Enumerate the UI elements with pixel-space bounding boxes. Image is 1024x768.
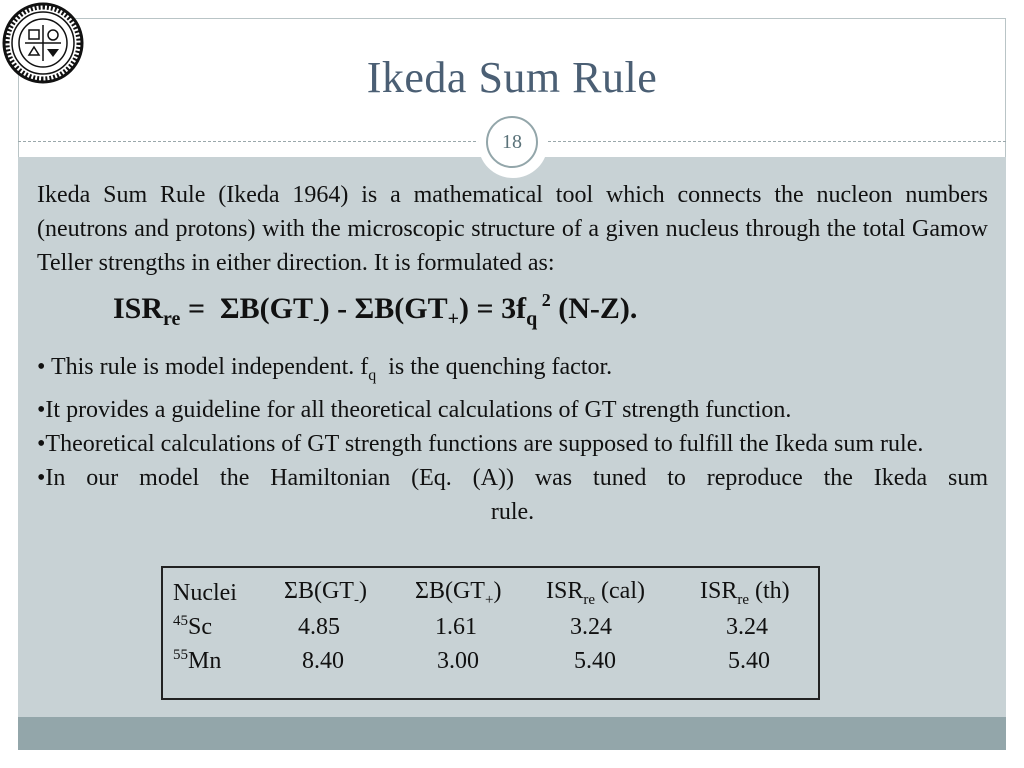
footer-band — [18, 717, 1006, 750]
slide-number: 18 — [486, 116, 538, 168]
formula-mid3: ) = 3f — [459, 292, 527, 325]
header-isr-th: $ISR_{re}$ (th) — [700, 577, 790, 608]
header-bgt-minus: $\Sigma B(GT_-)$ — [284, 577, 367, 608]
bullet-item: •It provides a guideline for all theoretical calculations of GT strength function. — [37, 397, 792, 423]
table-header-row — [173, 576, 790, 610]
isr-th-cell: 5.40 — [728, 647, 770, 674]
table-row — [173, 610, 790, 644]
nucleus-cell: $^{55}$Mn — [173, 647, 222, 674]
bgt-plus-cell: 1.61 — [435, 613, 477, 640]
formula-lhs-sub: re — [163, 308, 181, 330]
formula-q-sub: q — [526, 308, 538, 330]
formula-lhs: ISR — [113, 292, 164, 325]
formula-mid2: ) - ΣB(GT — [319, 292, 448, 325]
bullet-list — [37, 350, 988, 529]
table-row — [173, 644, 790, 678]
slide-title: Ikeda Sum Rule — [366, 53, 658, 102]
bgt-minus-cell: 4.85 — [298, 613, 340, 640]
bullet-1-text: • This rule is model independent. f — [37, 354, 369, 380]
formula-mid1: = ΣB(GT — [180, 292, 313, 325]
bullet-1-tail: is the quenching factor. — [376, 354, 613, 380]
header-nuclei: Nuclei — [173, 579, 237, 606]
bullet-1-sub: q — [368, 367, 377, 384]
bgt-plus-cell: 3.00 — [437, 647, 479, 674]
intro-paragraph: Ikeda Sum Rule (Ikeda 1964) is a mathematical tool which connects the nucleon numbers (neutrons and protons) with the microscopic structure of a given nucleus through the total Gamow Teller strengths in either direction. It is formulated as: — [37, 182, 988, 276]
bullet-item-tail: rule. — [490, 499, 535, 525]
isr-table-box — [161, 566, 820, 700]
formula-sub-minus: - — [313, 308, 320, 330]
header-isr-cal: $ISR_{re}$ (cal) — [546, 577, 645, 608]
formula-sub-plus: + — [447, 308, 460, 330]
nucleus-cell: $^{45}$Sc — [173, 613, 212, 640]
isr-cal-cell: 5.40 — [574, 647, 616, 674]
isr-th-cell: 3.24 — [726, 613, 768, 640]
ikeda-formula — [113, 290, 637, 331]
bullet-item — [37, 350, 988, 393]
isr-cal-cell: 3.24 — [570, 613, 612, 640]
bgt-minus-cell: 8.40 — [302, 647, 344, 674]
formula-sup2: 2 — [537, 290, 551, 310]
bullet-item: •Theoretical calculations of GT strength functions are supposed to fulfill the Ikeda sum rule. — [37, 431, 924, 457]
formula-end: (N-Z). — [550, 292, 638, 325]
header-bgt-plus: $\Sigma B(GT_+)$ — [415, 577, 502, 608]
bullet-item: •In our model the Hamiltonian (Eq. (A)) was tuned to reproduce the Ikeda sum — [37, 465, 988, 491]
isr-table — [173, 576, 790, 678]
